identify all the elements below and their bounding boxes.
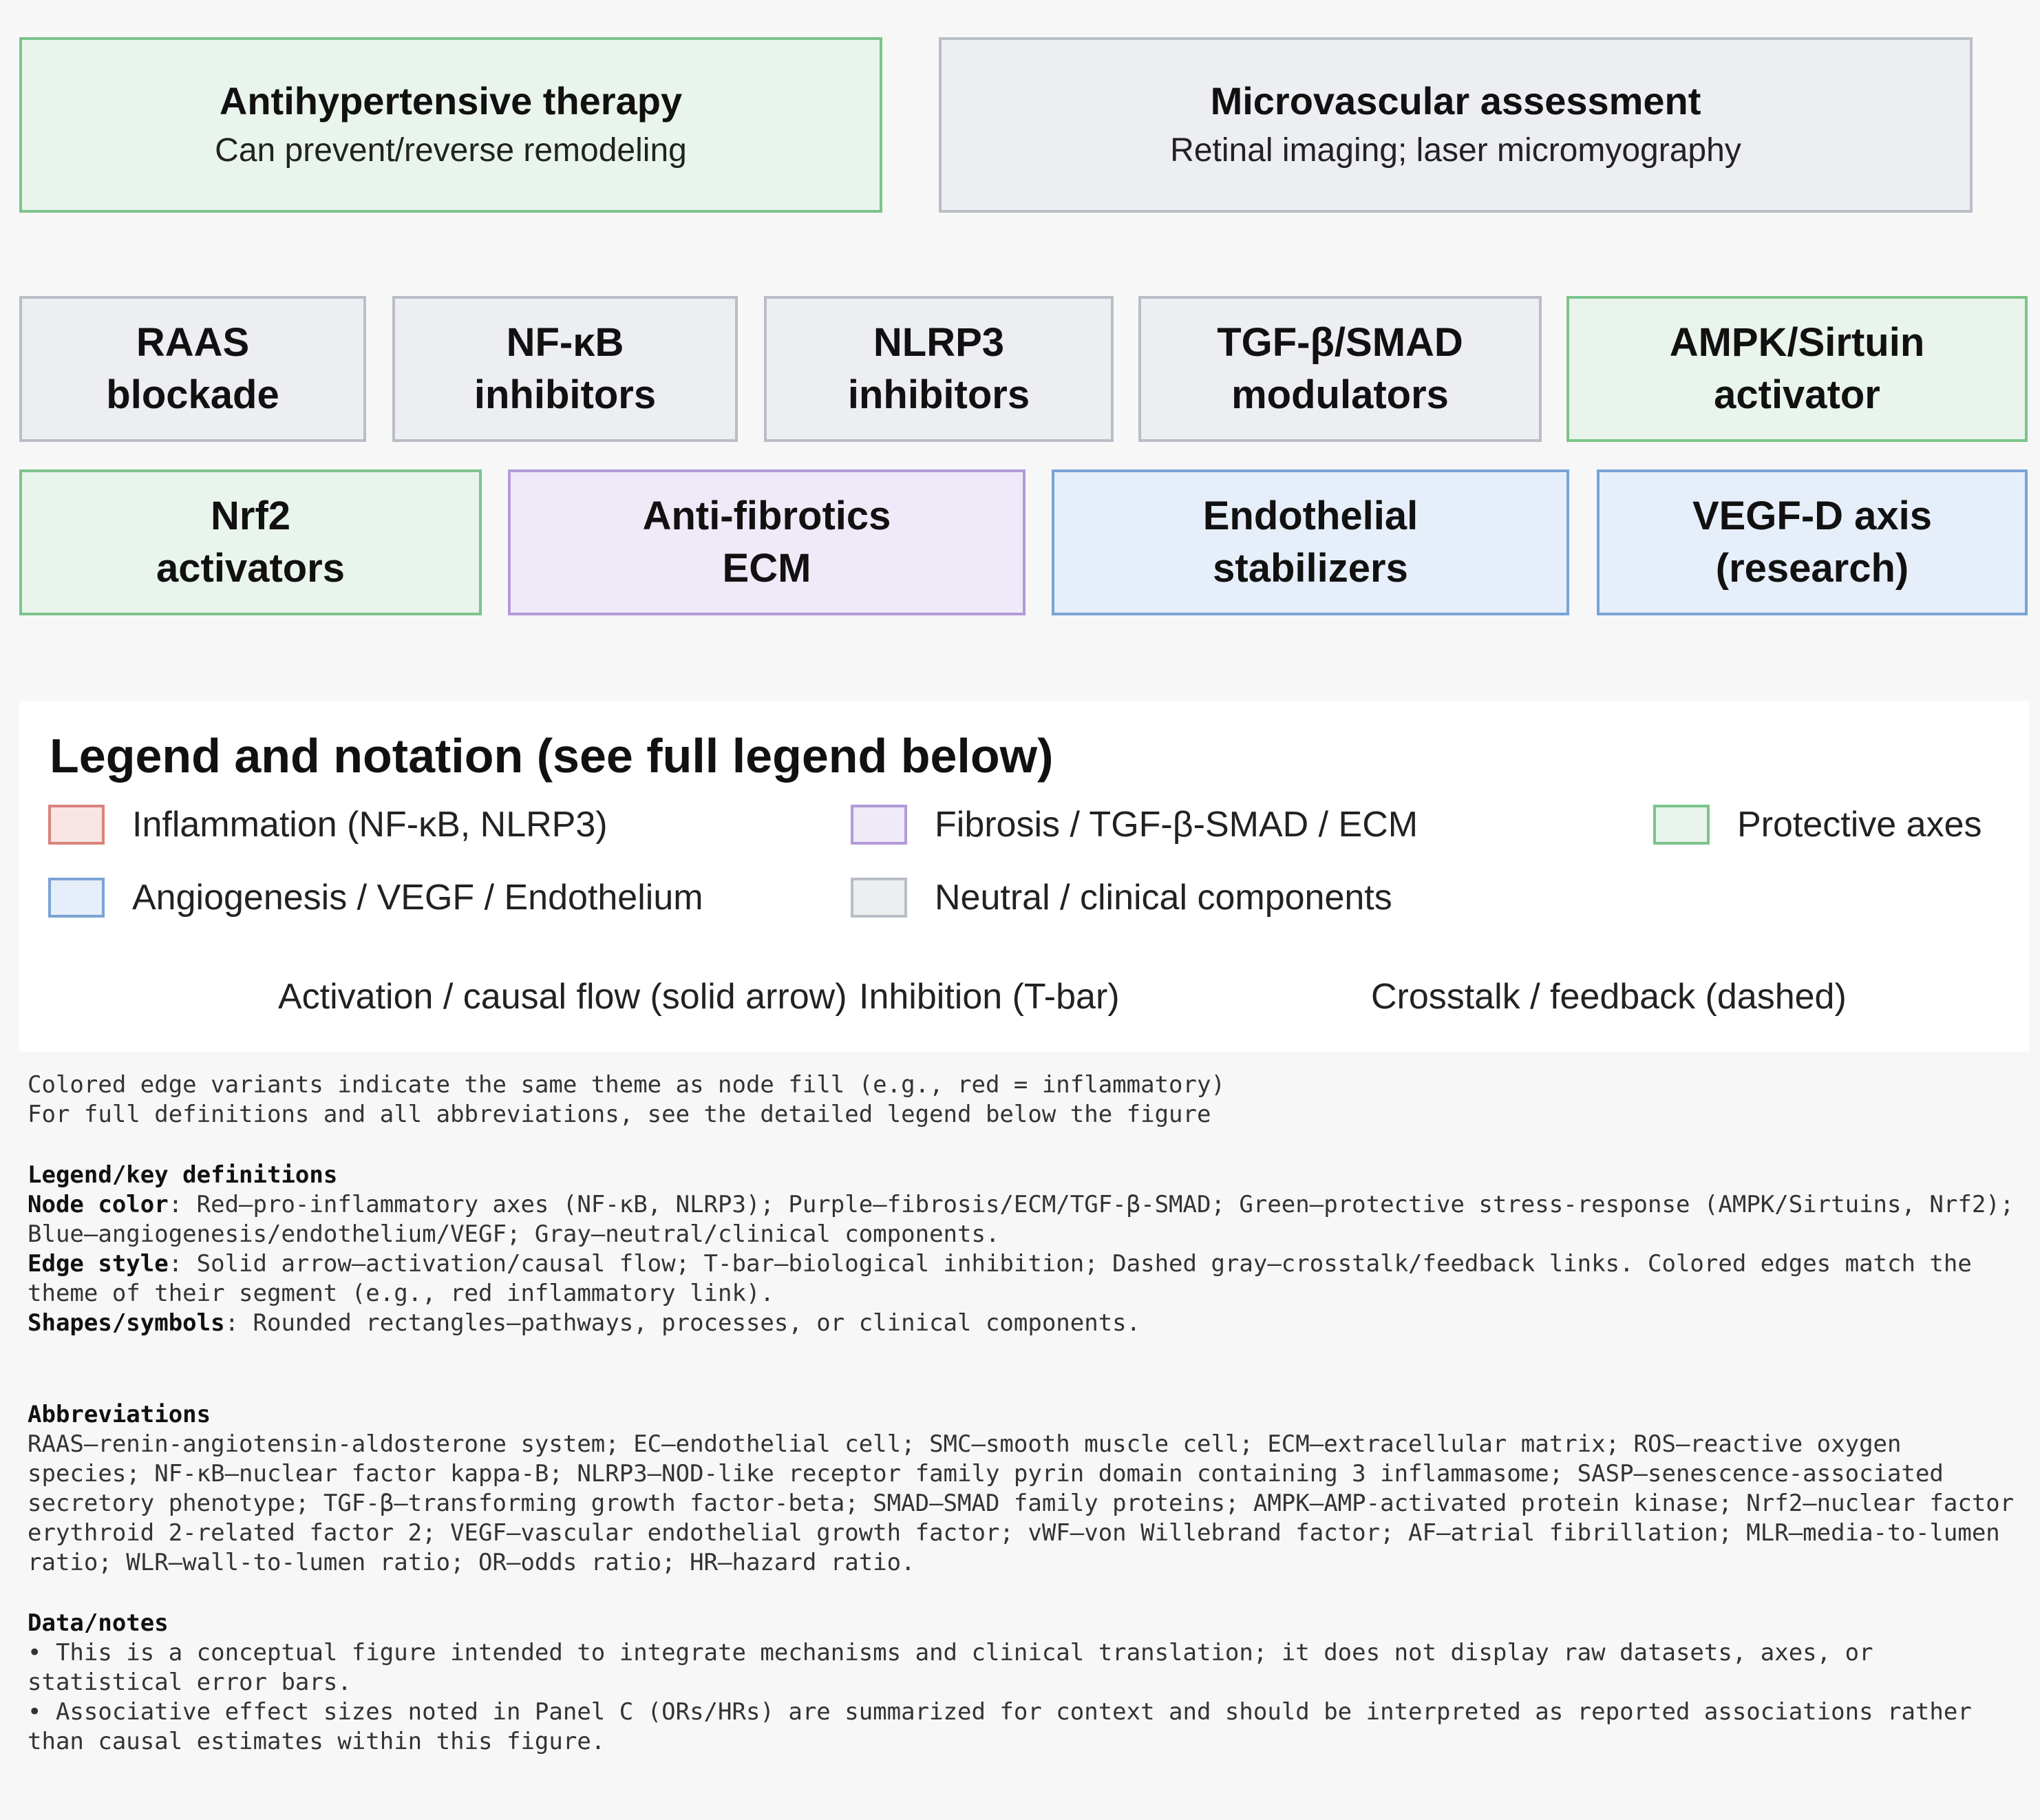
edge-label-inhibition: Inhibition (T-bar) <box>859 977 1120 1017</box>
box-subtitle: Retinal imaging; laser micromyography <box>1170 132 1741 169</box>
node-ampk-sirtuin-activator <box>1566 296 2028 442</box>
swatch-inflammation <box>48 805 105 845</box>
legend-label: Angiogenesis / VEGF / Endothelium <box>132 878 703 918</box>
node-line1: RAAS <box>136 320 250 365</box>
abbreviations-header: Abbreviations <box>28 1401 211 1428</box>
node-vegf-d-axis <box>1597 469 2028 615</box>
node-line2: activator <box>1714 372 1880 417</box>
swatch-fibrosis <box>851 805 907 845</box>
legend-item-protective <box>1653 804 1982 845</box>
legend-label: Protective axes <box>1737 805 1982 845</box>
node-nfkb-inhibitors <box>392 296 738 442</box>
legend-item-neutral <box>851 877 1392 918</box>
legend-item-angiogenesis <box>48 877 703 918</box>
notes-intro-1: Colored edge variants indicate the same theme as node fill (e.g., red = inflammatory) <box>28 1071 1225 1099</box>
node-nrf2-activators <box>19 469 482 615</box>
def-text: : Red—pro-inflammatory axes (NF-κB, NLRP3); Purple—fibrosis/ECM/TGF-β-SMAD; Green—protective stress-response (AMPK/Sirtuins, Nrf2); Blue—angiogenesis/endothelium/VEGF; Gray—neutral/clinical components. <box>28 1191 2028 1248</box>
node-line1: NLRP3 <box>873 320 1005 365</box>
node-tgfb-smad-modulators <box>1138 296 1542 442</box>
box-title: Microvascular assessment <box>1210 79 1701 123</box>
def-text: : Rounded rectangles—pathways, processes, or clinical components. <box>224 1309 1141 1337</box>
node-line2: activators <box>156 546 346 591</box>
node-line2: (research) <box>1715 546 1909 591</box>
abbreviations-text: RAAS—renin-angiotensin-aldosterone system; EC—endothelial cell; SMC—smooth muscle cell; ECM—extracellular matrix; ROS—reactive oxygen species; NF-κB—nuclear factor kappa-B; NLRP3—NOD-like receptor family pyrin domain containing 3 inflammasome; SASP—senescence-associated secretory phenotype; TGF-β—transforming growth factor-beta; SMAD—SMAD family proteins; AMPK—AMP-activated protein kinase; Nrf2—nuclear factor erythroid 2-related factor 2; VEGF—vascular endothelial growth factor; vWF—von Willebrand factor; AF—atrial fibrillation; MLR—media-to-lumen ratio; WLR—wall-to-lumen ratio; OR—odds ratio; HR—hazard ratio. <box>28 1430 2028 1576</box>
edge-label-crosstalk: Crosstalk / feedback (dashed) <box>1371 977 1847 1017</box>
node-line2: modulators <box>1231 372 1449 417</box>
node-nlrp3-inhibitors <box>764 296 1114 442</box>
def-label: Shapes/symbols <box>28 1309 225 1337</box>
def-text: : Solid arrow—activation/causal flow; T-bar—biological inhibition; Dashed gray—crosstalk/feedback links. Colored edges match the theme of their segment (e.g., red inflammatory link). <box>28 1250 1986 1307</box>
def-label: Node color <box>28 1191 169 1218</box>
figure-notes <box>28 1070 2028 1757</box>
antihypertensive-therapy-box <box>19 37 882 213</box>
box-title: Antihypertensive therapy <box>219 79 683 123</box>
legend-label: Neutral / clinical components <box>935 878 1392 918</box>
data-notes-header: Data/notes <box>28 1609 169 1637</box>
legend-item-inflammation <box>48 804 608 845</box>
node-color-def <box>28 1190 2028 1249</box>
node-line1: NF-κB <box>506 320 624 365</box>
legend-panel <box>19 701 2029 1052</box>
node-endothelial-stabilizers <box>1052 469 1569 615</box>
node-line1: Endothelial <box>1202 494 1419 538</box>
data-note-1: • This is a conceptual figure intended to integrate mechanisms and clinical translation; it does not display raw datasets, axes, or statistical error bars. <box>28 1639 1888 1696</box>
data-note-2: • Associative effect sizes noted in Panel C (ORs/HRs) are summarized for context and should be interpreted as reported associations rather than causal estimates within this figure. <box>28 1698 1986 1755</box>
shapes-def <box>28 1309 2017 1338</box>
node-line1: Nrf2 <box>210 494 291 538</box>
defs-header: Legend/key definitions <box>28 1161 338 1189</box>
node-line2: blockade <box>106 372 279 417</box>
notes-intro-2: For full definitions and all abbreviations, see the detailed legend below the figure <box>28 1101 1211 1128</box>
microvascular-assessment-box <box>939 37 1973 213</box>
def-label: Edge style <box>28 1250 169 1278</box>
node-raas-blockade <box>19 296 366 442</box>
legend-label: Fibrosis / TGF-β-SMAD / ECM <box>935 805 1419 845</box>
node-line2: inhibitors <box>847 372 1030 417</box>
swatch-neutral <box>851 878 907 918</box>
node-line1: TGF-β/SMAD <box>1217 320 1463 365</box>
node-line2: stabilizers <box>1213 546 1408 591</box>
node-line1: AMPK/Sirtuin <box>1669 320 1925 365</box>
legend-title: Legend and notation (see full legend below) <box>50 729 1054 783</box>
node-line1: Anti-fibrotics <box>642 494 891 538</box>
swatch-protective <box>1653 805 1710 845</box>
node-line1: VEGF-D axis <box>1692 494 1933 538</box>
legend-item-fibrosis <box>851 804 1418 845</box>
legend-label: Inflammation (NF-κB, NLRP3) <box>132 805 608 845</box>
edge-style-def <box>28 1249 2017 1309</box>
edge-label-activation: Activation / causal flow (solid arrow) <box>278 977 847 1017</box>
node-line2: ECM <box>722 546 811 591</box>
node-anti-fibrotics-ecm <box>508 469 1026 615</box>
box-subtitle: Can prevent/reverse remodeling <box>215 132 687 169</box>
node-line2: inhibitors <box>474 372 657 417</box>
swatch-angiogenesis <box>48 878 105 918</box>
